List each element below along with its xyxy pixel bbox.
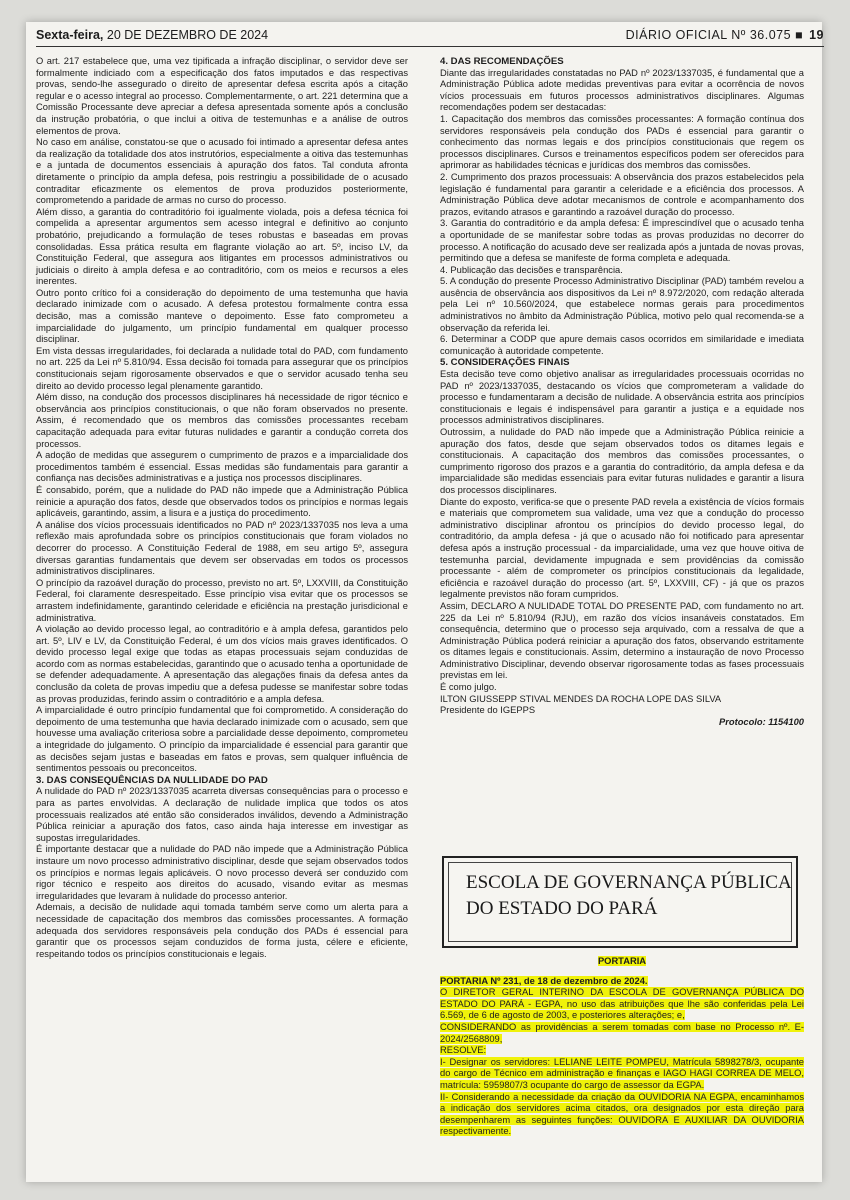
paragraph: Assim, DECLARO A NULIDADE TOTAL DO PRESENTE PAD, com fundamento no art. 225 da Lei nº 5.810/94 (RJU), em razão dos vícios insanáveis constatados. Em consequência, determino que o processo seja arquivado, com a ressalva de que a Administração Pública poderá reiniciar a apuração dos fatos, observando estritamente os ditames legais e constitucionais. Assim, determino a instauração de novo Processo Administrativo Disciplinar, devendo observar rigorosamente todas as fases processuais previstas em lei. <box>440 600 804 681</box>
page-number: 19 <box>809 28 824 42</box>
paragraph: Diante do exposto, verifica-se que o presente PAD revela a existência de vícios formais e materiais que comprometem sua validade, uma vez que a condução do processo administrativo disciplinar afrontou os princípios do devido processo legal, do contraditório, da ampla defesa - já que o acusado não foi notificado para apresentar defesa após a instrução processual - da imparcialidade, uma vez que houve oitiva de testemunha parcial, devidamente impugnada e sem providências da comissão processante - além de comprometer os princípios constitucionais da legalidade, eficiência e razoável duração do processo (art. 5º, LXXVIII, CF) - já que os prazos legalmente previstos não foram cumpridos. <box>440 496 804 600</box>
protocol-number: Protocolo: 1154100 <box>719 716 804 727</box>
section-heading: 3. DAS CONSEQUÊNCIAS DA NULLIDADE DO PAD <box>36 774 268 786</box>
paragraph: É importante destacar que a nulidade do PAD não impede que a Administração Pública instaure um novo processo administrativo disciplinar, desde que sejam observados todos os princípios e normas legais aplicáveis. O novo processo deverá ser conduzido com rigor técnico e respeito aos direitos do acusado, visando evitar as mesmas irregularidades que levaram à nulidade do processo anterior. <box>36 844 408 901</box>
portaria-item-i: I- Designar os servidores: LELIANE LEITE POMPEU, Matrícula 5898278/3, ocupante do cargo de Técnico em administração e finanças e IAGO HAGI CORREA DE MELO, matrícula: 5959807/3 ocupante do cargo de assessor da EGPA. <box>440 1056 804 1090</box>
paragraph: A violação ao devido processo legal, ao contraditório e à ampla defesa, garantidos pelo art. 5º, LIV e LV, da Constituição Federal, é um dos vícios mais graves identificados. O devido processo legal exige que todas as etapas processuais sejam conduzidas de acordo com as normas estabelecidas, garantindo que o acusado tenha a oportunidade de se defender adequadamente. A apresentação das alegações finais da defesa antes da conclusão da coleta de provas impediu que a defesa pudesse se manifestar sobre todas as provas produzidas, ferindo assim o contraditório e a ampla defesa. <box>36 624 408 704</box>
paragraph: Presidente do IGEPPS <box>440 705 536 716</box>
portaria-paragraph-2: CONSIDERANDO as providências a serem tomadas com base no Processo nº. E-2024/2568809, <box>440 1021 804 1044</box>
paragraph: 5. A condução do presente Processo Administrativo Disciplinar (PAD) também revelou a ausência de observância aos dispositivos da Lei nº 8.972/2020, com redação alterada pela Lei nº 10.560/2024, que estabelece normas gerais para procedimentos administrativos no âmbito da Administração Pública, motivo pelo qual recomenda-se a observação da referida lei. <box>440 276 804 333</box>
paragraph: O art. 217 estabelece que, uma vez tipificada a infração disciplinar, o servidor deve ser formalmente indiciado com a especificação dos fatos imputados e das respectivas provas, sendo-lhe assegurado o direito de apresentar defesa escrita após a citação regular e o acesso integral ao processo. Complementarmente, o art. 221 determina que a Comissão Processante deve apreciar a defesa apresentada somente após a conclusão da instrução probatória, o que inclui a oitiva de testemunhas e a análise de outros elementos de prova. <box>36 56 408 136</box>
header-date-text: 20 DE DEZEMBRO DE 2024 <box>106 28 269 42</box>
paragraph: Além disso, a garantia do contraditório foi igualmente violada, pois a defesa técnica foi compelida a apresentar argumentos sem acesso integral e definitivo ao conjunto probatório, prejudicando a formulação de teses robustas e baseadas em provas consolidadas. Essa prática resulta em flagrante violação ao art. 5º, inciso LV, da Constituição Federal, que assegura aos litigantes em processos administrativos ou judiciais o direito à ampla defesa e ao contraditório, com os meios e recursos a eles inerentes. <box>36 206 408 287</box>
portaria-item-ii: II- Considerando a necessidade da criação da OUVIDORIA NA EGPA, encaminhamos a indicação dos servidores acima citados, ora designados por esta direção para desempenharem as seguintes funções: OUVIDORA E AUXILIAR DA OUVIDORIA respectivamente. <box>440 1091 804 1137</box>
paragraph: ILTON GIUSSEPP STIVAL MENDES DA ROCHA LOPE DAS SILVA <box>440 693 722 704</box>
portaria-resolve: RESOLVE: <box>440 1045 487 1056</box>
paragraph: No caso em análise, constatou-se que o acusado foi intimado a apresentar defesa antes da realização da totalidade dos atos instrutórios, especialmente a oitiva das testemunhas e a juntada de documentos essenciais à apuração dos fatos. Tal conduta afronta diretamente o princípio da ampla defesa, pois restringiu a possibilidade de o acusado contraditar eficazmente os elementos de prova produzidos posteriormente, comprometendo a paridade de armas no curso do processo. <box>36 137 408 206</box>
paragraph: 6. Determinar a CODP que apure demais casos ocorridos em similaridade e imediata comunicação à autoridade competente. <box>440 334 804 356</box>
paragraph: A análise dos vícios processuais identificados no PAD nº 2023/1337035 nos leva a uma reflexão mais aprofundada sobre os princípios constitucionais que foram violados no decorrer do processo. A Constituição Federal de 1988, em seu artigo 5º, assegura diversas garantias fundamentais que devem ser observadas em todos os processos administrativos disciplinares. <box>36 519 408 577</box>
journal-name: DIÁRIO OFICIAL Nº 36.075 ■ <box>625 28 804 42</box>
right-column <box>440 56 804 728</box>
header-rule <box>36 46 824 47</box>
header-journal <box>626 28 824 42</box>
paragraph: A imparcialidade é outro princípio fundamental que foi comprometido. A consideração do depoimento de uma testemunha que havia declarado inimizade com o acusado, sem que houvesse uma avaliação criteriosa sobre a parcialidade desse depoimento, comprometeu a integridade do julgamento. O princípio da imparcialidade é essencial para garantir que as decisões sejam justas e baseadas em fatos e provas, sem qualquer influência de sentimentos pessoais ou preconceitos. <box>36 705 408 774</box>
paragraph: A nulidade do PAD nº 2023/1337035 acarreta diversas consequências para o processo e para as partes envolvidas. A declaração de nulidade implica que todos os atos processuais realizados até então são considerados inválidos, devendo a Administração Pública reiniciar a apuração dos fatos, caso ainda haja interesse em investigar as supostas irregularidades. <box>36 786 408 843</box>
header-weekday: Sexta-feira, <box>36 28 104 42</box>
box-title <box>466 870 792 922</box>
page-header <box>36 28 824 46</box>
section-heading: 4. DAS RECOMENDAÇÕES <box>440 56 564 67</box>
paragraph: Ademais, a decisão de nulidade aqui tomada também serve como um alerta para a necessidade de capacitação dos membros das comissões processantes. A formação adequada dos servidores responsáveis pela condução dos PADs é essencial para garantir que os processos sejam conduzidos de forma justa, célere e eficiente, respeitando todos os princípios constitucionais e legais. <box>36 902 408 959</box>
paragraph: A adoção de medidas que assegurem o cumprimento de prazos e a imparcialidade dos procedimentos também é essencial. Essas medidas são fundamentais para garantir a confiança nas decisões administrativas e a justiça nos processos disciplinares. <box>36 450 408 484</box>
box-title-line1: ESCOLA DE GOVERNANÇA PÚBLICA <box>466 872 792 893</box>
paragraph: 1. Capacitação dos membros das comissões processantes: A formação contínua dos servidores responsáveis pela condução dos PADs é essencial para garantir o conhecimento das normas legais e dos princípios constitucionais que regem os processos disciplinares. Cursos e treinamentos específicos podem ser oferecidos para aprimorar as habilidades técnicas e jurídicas dos membros das comissões. <box>440 113 804 171</box>
section-heading: 5. CONSIDERAÇÕES FINAIS <box>440 357 570 369</box>
portaria-section <box>440 956 804 1138</box>
paragraph: Além disso, na condução dos processos disciplinares há necessidade de rigor técnico e observância aos princípios constitucionais, o que não foram observados no presente. Assim, é recomendado que os membros das comissões processantes recebam capacitação adequada para evitar futuras nulidades e garantir a condução correta dos processos. <box>36 392 408 449</box>
portaria-title: PORTARIA Nº 231, de 18 de dezembro de 2024. <box>440 975 648 986</box>
portaria-heading: PORTARIA <box>597 956 647 966</box>
paragraph: Esta decisão teve como objetivo analisar as irregularidades processuais ocorridas no PAD nº 2023/1337035, destacando os vícios que comprometeram a validade do processo e fundamentaram a decisão de nulidade. A observância estrita aos princípios constitucionais e legais é indispensável para garantir a justiça e a equidade nos processos administrativos disciplinares. <box>440 369 804 426</box>
paragraph: Diante das irregularidades constatadas no PAD nº 2023/1337035, é fundamental que a Administração Pública adote medidas preventivas para evitar a ocorrência de novos vícios processuais em futuros processos administrativos disciplinares. Algumas recomendações podem ser destacadas: <box>440 67 804 113</box>
paragraph: Em vista dessas irregularidades, foi declarada a nulidade total do PAD, com fundamento no art. 225 da Lei nº 5.810/94. Essa decisão foi tomada para assegurar que os princípios constitucionais sejam rigorosamente observados e que o servidor acusado tenha seu direito ao devido processo legal plenamente garantido. <box>36 345 408 391</box>
paragraph: 2. Cumprimento dos prazos processuais: A observância dos prazos estabelecidos pela legislação é fundamental para garantir a celeridade e a eficiência dos processos. A Administração Pública deve adotar mecanismos de controle e acompanhamento dos prazos, evitando atrasos e garantindo a razoável duração do processo. <box>440 171 804 217</box>
paragraph: É como julgo. <box>440 682 497 693</box>
paragraph: 3. Garantia do contraditório e da ampla defesa: É imprescindível que o acusado tenha a oportunidade de se manifestar sobre todas as provas produzidas no decorrer do processo. A notificação do acusado deve ser realizada após a juntada de novas provas, permitindo que a defesa se manifeste de forma completa e adequada. <box>440 218 804 264</box>
egpa-title-box <box>442 856 798 948</box>
paragraph: Outro ponto crítico foi a consideração do depoimento de uma testemunha que havia declarado inimizade com o acusado. A defesa protestou formalmente contra essa decisão, mas a comissão manteve o depoimento. Esse fato comprometeu a imparcialidade do julgamento, um princípio fundamental em qualquer processo disciplinar. <box>36 287 408 345</box>
box-title-line2: DO ESTADO DO PARÁ <box>466 898 658 919</box>
left-column <box>36 56 408 960</box>
header-date <box>36 28 268 42</box>
paragraph: É consabido, porém, que a nulidade do PAD não impede que a Administração Pública reinicie a apuração dos fatos, desde que observados todos os princípios e normas legais aplicáveis, garantindo, assim, a lisura e a justiça do procedimento. <box>36 484 408 519</box>
paragraph: O princípio da razoável duração do processo, previsto no art. 5º, LXXVIII, da Constituição Federal, foi claramente desrespeitado. Esse princípio visa evitar que os processos se arrastem indefinidamente, garantindo celeridade e eficiência na prestação jurisdicional e administrativa. <box>36 577 408 623</box>
paragraph: Outrossim, a nulidade do PAD não impede que a Administração Pública reinicie a apuração dos fatos, desde que sejam observados todos os ditames legais e constitucionais. A capacitação dos membros das comissões processantes, o cumprimento rigoroso dos prazos e a garantia do contraditório, da ampla defesa e da imparcialidade são medidas essenciais para evitar futuras nulidades e garantir a lisura dos processos disciplinares. <box>440 427 804 495</box>
paragraph: 4. Publicação das decisões e transparência. <box>440 264 623 275</box>
portaria-paragraph-1: O DIRETOR GERAL INTERINO DA ESCOLA DE GOVERNANÇA PÚBLICA DO ESTADO DO PARÁ - EGPA, no uso das atribuições que lhe são conferidas pela Lei 6.569, de 6 de agosto de 2003, e posteriores alterações; e, <box>440 987 804 1021</box>
